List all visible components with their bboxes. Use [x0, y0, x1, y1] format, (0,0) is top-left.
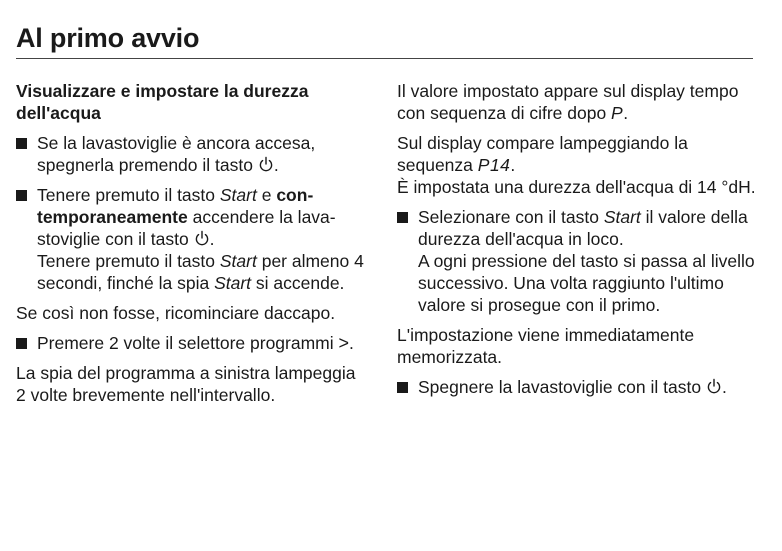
display-code: P [611, 103, 624, 123]
display-code: P14 [477, 155, 511, 175]
chevron-right-icon: > [338, 333, 350, 353]
instruction-step: Se la lavastoviglie è ancora accesa, spegnerla premendo il tasto . [16, 132, 368, 176]
bullet-square-icon [397, 212, 408, 223]
start-key-label: Start [603, 207, 641, 227]
paragraph: Il valore impostato appare sul display tempo con sequenza di cifre dopo P. [397, 81, 739, 123]
section-heading: Visualizzare e impostare la durezza dell'acqua [16, 81, 309, 123]
instruction-step: Selezionare con il tasto Start il valore della durezza dell'acqua in loco. A ogni pressione del tasto si passa al livello successivo. Una volta raggiunto l'ultimo valore si prosegue con il primo. [397, 206, 757, 316]
bullet-square-icon [397, 382, 408, 393]
power-icon [258, 156, 274, 173]
paragraph: La spia del programma a sinistra lampeggia 2 volte brevemente nell'intervallo. [16, 363, 356, 405]
paragraph: Sul display compare lampeggiando la sequenza P14. È impostata una durezza dell'acqua di 14 °dH. [397, 133, 756, 197]
paragraph: L'impostazione viene immediatamente memorizzata. [397, 325, 695, 367]
paragraph: Se così non fosse, ricominciare daccapo. [16, 303, 336, 323]
bullet-square-icon [16, 190, 27, 201]
bullet-square-icon [16, 138, 27, 149]
right-column [397, 80, 757, 406]
instruction-step: Premere 2 volte il selettore programmi >. [16, 332, 368, 354]
power-icon [706, 378, 722, 395]
page-title: Al primo avvio [16, 23, 200, 53]
start-key-label: Start [219, 251, 257, 271]
start-key-label: Start [214, 273, 252, 293]
bullet-square-icon [16, 338, 27, 349]
title-divider [16, 58, 753, 59]
instruction-step: Tenere premuto il tasto Start e contemporaneamente accendere la lavastoviglie con il tasto . Tenere premuto il tasto Start per almeno 4 secondi, finché la spia Start si accende. [16, 184, 368, 294]
left-column [16, 80, 368, 414]
instruction-step: Spegnere la lavastoviglie con il tasto . [397, 376, 757, 398]
power-icon [194, 230, 210, 247]
start-key-label: Start [219, 185, 257, 205]
